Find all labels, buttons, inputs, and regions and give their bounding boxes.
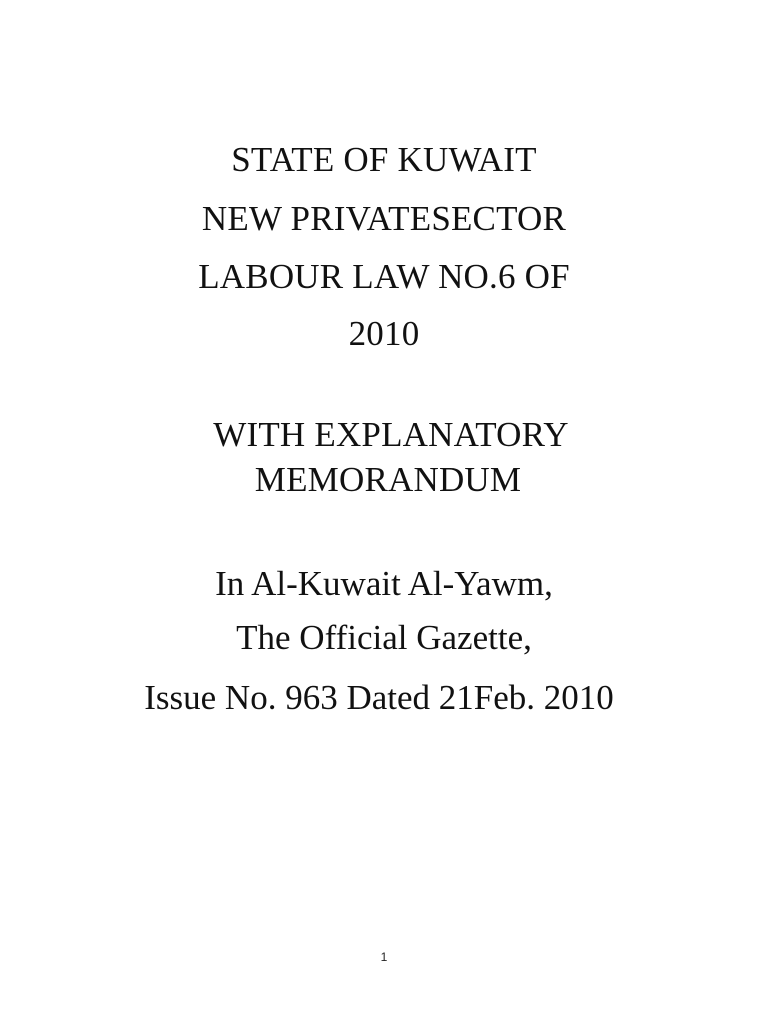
- title-line-4: 2010: [348, 314, 420, 353]
- title-line-3: LABOUR LAW NO.6 OF: [198, 257, 570, 296]
- title-line-2: NEW PRIVATESECTOR: [201, 199, 567, 238]
- page-number: 1: [380, 950, 388, 964]
- publication-line-1: In Al-Kuwait Al-Yawm,: [215, 564, 553, 603]
- publication-line-3: Issue No. 963 Dated 21Feb. 2010: [144, 678, 614, 717]
- subtitle-line-2: MEMORANDUM: [254, 460, 522, 499]
- subtitle-line-1: WITH EXPLANATORY: [213, 415, 569, 454]
- title-line-1: STATE OF KUWAIT: [231, 140, 537, 179]
- publication-line-2: The Official Gazette,: [236, 618, 532, 657]
